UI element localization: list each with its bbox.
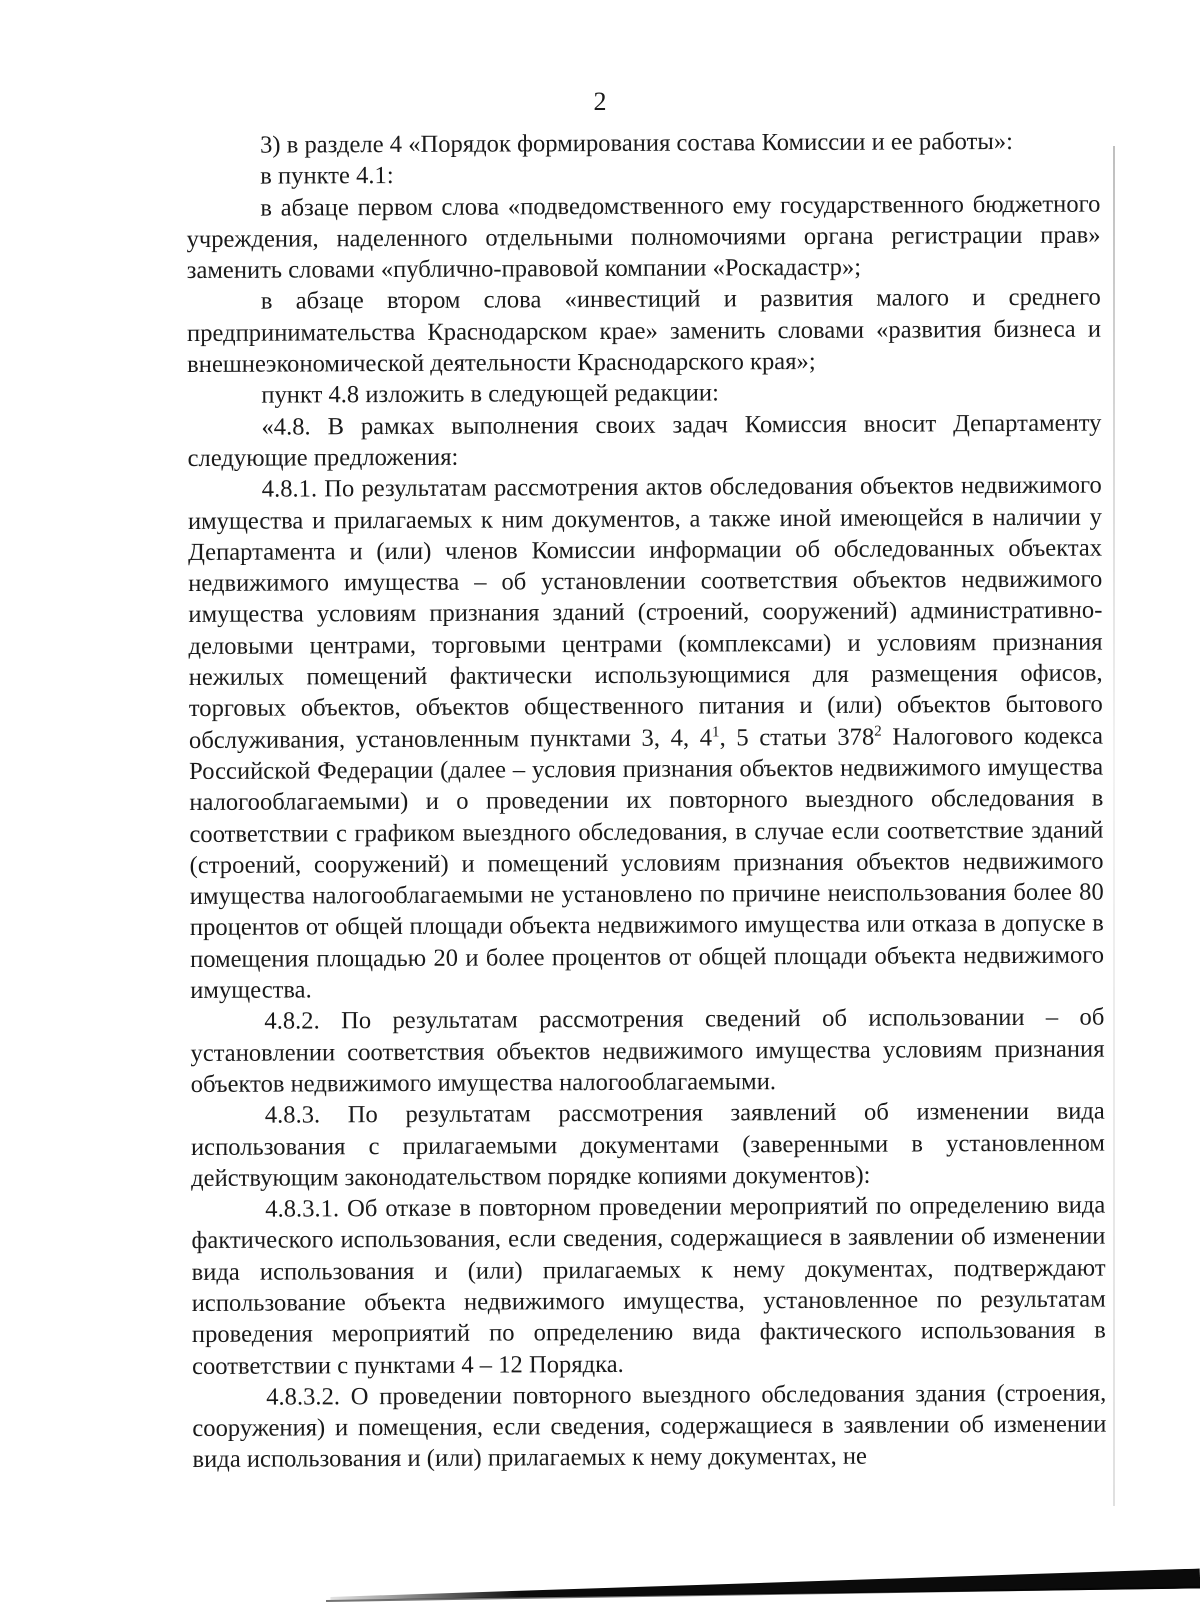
document-body xyxy=(186,126,1107,1476)
paragraph-point-4-8-intro: пункт 4.8 изложить в следующей редакции: xyxy=(261,379,719,410)
superscript-1: 1 xyxy=(711,724,720,741)
paragraph-4-8-1-text: 4.8.1. По результатам рассмотрения актов обследования объектов недвижимого имущества и прилагаемых к ним документов, а также иной имеющейся в наличии у Департамента и (или) членов Комиссии информации об обследованных объектах недвижимого имущества – об установлении соответствия объектов недвижимого имущества условиям признания зданий (строений, сооружений) административно-деловыми центрами, торговыми центрами (комплексами) и условиям признания нежилых помещений фактически использующимися для размещения офисов, торговых объектов, объектов общественного питания и (или) объектов бытового обслуживания, установленным пунктами 3, 4, 4 xyxy=(187,471,1103,754)
paragraph-second-abzats: в абзаце втором слова «инвестиций и развития малого и среднего предпринимательства Краснодарском крае» заменить словами «развития бизнеса и внешнеэкономической деятельности Краснодарского края»; xyxy=(186,284,1102,379)
paragraph-4-8-1-rest: Налогового кодекса Российской Федерации (далее – условия признания объектов недвижимого имущества налогооблагаемыми) и о проведении их повторного выездного обследования в соответствии с графиком выездного обследования, в случае если соответствие зданий (строений, сооружений) и помещений условиям признания объектов недвижимого имущества налогооблагаемыми не установлено по причине неиспользования более 80 процентов от общей площади объекта недвижимого имущества или отказа в допуске в помещения площадью 20 и более процентов от общей площади объекта недвижимого имущества. xyxy=(189,722,1105,1005)
paragraph-4-8: «4.8. В рамках выполнения своих задач Комиссия вносит Департаменту следующие предложения: xyxy=(187,409,1102,472)
paragraph-4-8-3-1: 4.8.3.1. Об отказе в повторном проведении мероприятий по определению вида фактического использования, если сведения, содержащиеся в заявлении об изменении вида использования и (или) прилагаемых к нему документах, подтверждают использование объекта недвижимого имущества, установленное по результатам проведения мероприятий по определению вида фактического использования в соответствии с пунктами 4 – 12 Порядка. xyxy=(191,1191,1106,1380)
paragraph-4-8-3: 4.8.3. По результатам рассмотрения заявлений об изменении вида использования с прилагаемыми документами (заверенными в установленном действующим законодательством порядке копиями документов): xyxy=(190,1097,1106,1192)
paragraph-first-abzats: в абзаце первом слова «подведомственного ему государственного бюджетного учреждения, наделенного отдельными полномочиями органа регистрации прав» заменить словами «публично-правовой компании «Роскадастр»; xyxy=(186,190,1101,285)
paragraph-section-4-heading: 3) в разделе 4 «Порядок формирования состава Комиссии и ее работы»: xyxy=(260,127,1014,159)
page-number: 2 xyxy=(593,87,607,116)
paragraph-point-4-1: в пункте 4.1: xyxy=(260,162,394,190)
superscript-2: 2 xyxy=(874,723,882,740)
paragraph-4-8-1-middle: , 5 статьи 378 xyxy=(719,723,875,752)
scan-right-edge-shadow xyxy=(1113,146,1115,1506)
paragraph-4-8-2: 4.8.2. По результатам рассмотрения сведений об использовании – об установлении соответствия объектов недвижимого имущества условиям признания объектов недвижимого имущества налогооблагаемыми. xyxy=(190,1003,1105,1098)
paragraph-4-8-1 xyxy=(188,470,1105,1007)
paragraph-4-8-3-2: 4.8.3.2. О проведении повторного выездного обследования здания (строения, сооружения) и помещения, если сведения, содержащиеся в заявлении об изменении вида использования и (или) прилагаемых к нему документах, не xyxy=(192,1379,1107,1474)
scan-bottom-edge-shadow xyxy=(330,1569,1200,1606)
